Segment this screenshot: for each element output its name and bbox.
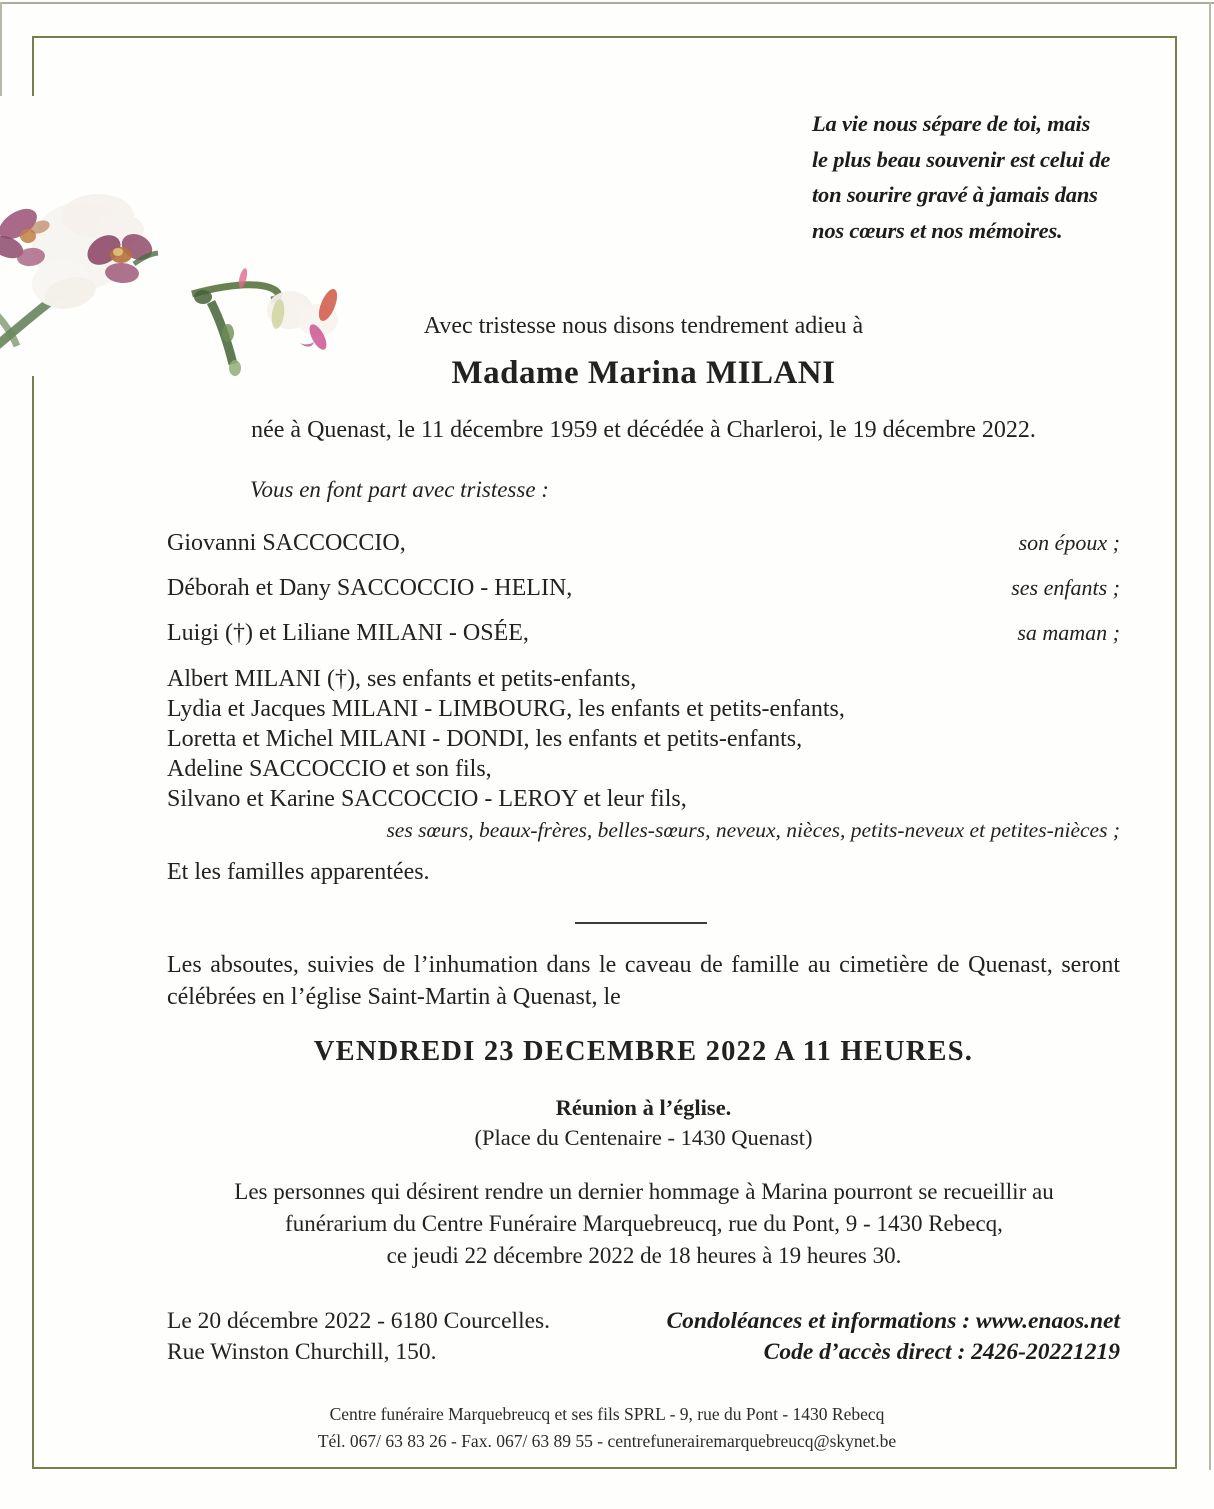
memorial-quote bbox=[812, 106, 1110, 248]
relative-relation: son époux ; bbox=[1018, 530, 1120, 555]
ceremony-paragraph: Les absoutes, suivies de l’inhumation dans le caveau de famille au cimetière de Quenast, seront célébrées en l’église Saint-Martin à Quenast, le bbox=[167, 952, 1120, 1010]
quote-line: nos cœurs et nos mémoires. bbox=[812, 217, 1063, 243]
extended-family-line: Albert MILANI (†), ses enfants et petits-enfants, bbox=[167, 666, 637, 692]
relative-row bbox=[167, 619, 1120, 647]
condolences-block bbox=[666, 1306, 1120, 1368]
life-dates: née à Quenast, le 11 décembre 1959 et décédée à Charleroi, le 19 décembre 2022. bbox=[251, 417, 1036, 443]
relative-names: Déborah et Dany SACCOCCIO - HELIN, bbox=[167, 575, 573, 601]
funeral-home-address: Centre funéraire Marquebreucq et ses fils SPRL - 9, rue du Pont - 1430 Rebecq bbox=[329, 1404, 885, 1424]
extended-family-line: Adeline SACCOCCIO et son fils, bbox=[167, 756, 492, 782]
extended-family-line: Loretta et Michel MILANI - DONDI, les enfants et petits-enfants, bbox=[167, 726, 803, 752]
deceased-name: Madame Marina MILANI bbox=[451, 355, 836, 391]
condolences-access-code: Code d’accès direct : 2426-20221219 bbox=[763, 1339, 1120, 1365]
relative-names: Luigi (†) et Liliane MILANI - OSÉE, bbox=[167, 620, 529, 646]
relative-row bbox=[167, 574, 1120, 602]
announcement-intro: Avec tristesse nous disons tendrement adieu à bbox=[423, 313, 864, 339]
visitation-line: funérarium du Centre Funéraire Marquebreucq, rue du Pont, 9 - 1430 Rebecq, bbox=[285, 1211, 1003, 1236]
quote-line: La vie nous sépare de toi, mais bbox=[812, 111, 1091, 136]
announcement-lead: Vous en font part avec tristesse : bbox=[250, 477, 549, 502]
relatives-list bbox=[167, 529, 1120, 647]
relative-relation: sa maman ; bbox=[1017, 620, 1120, 645]
quote-line: ton sourire gravé à jamais dans bbox=[812, 182, 1098, 207]
relative-names: Giovanni SACCOCCIO, bbox=[167, 530, 406, 556]
scan-edge-top bbox=[0, 2, 1214, 4]
issuer-and-condolences bbox=[167, 1306, 1120, 1368]
extended-family-relation: ses sœurs, beaux-frères, belles-sœurs, neveux, nièces, petits-neveux et petites-nièces ; bbox=[386, 818, 1120, 842]
extended-family-list bbox=[167, 664, 845, 814]
issuer-block bbox=[167, 1306, 550, 1368]
funeral-home-footer bbox=[100, 1401, 1114, 1455]
relative-row bbox=[167, 529, 1120, 557]
relative-relation: ses enfants ; bbox=[1011, 575, 1120, 600]
meeting-note: Réunion à l’église. bbox=[555, 1095, 732, 1120]
funeral-home-contacts: Tél. 067/ 63 83 26 - Fax. 067/ 63 89 55 - centrefunerairemarquebreucq@skynet.be bbox=[317, 1431, 897, 1451]
scan-edge-left bbox=[0, 2, 2, 104]
extended-family-line: Silvano et Karine SACCOCCIO - LEROY et leur fils, bbox=[167, 786, 687, 812]
visitation-line: Les personnes qui désirent rendre un dernier hommage à Marina pourront se recueillir au bbox=[234, 1179, 1054, 1204]
issuer-address: Rue Winston Churchill, 150. bbox=[167, 1339, 437, 1365]
issuer-date-place: Le 20 décembre 2022 - 6180 Courcelles. bbox=[167, 1308, 551, 1334]
section-divider bbox=[575, 922, 707, 924]
visitation-paragraph bbox=[130, 1176, 1158, 1272]
extended-family-line: Lydia et Jacques MILANI - LIMBOURG, les enfants et petits-enfants, bbox=[167, 696, 845, 722]
condolences-info: Condoléances et informations : www.enaos.net bbox=[666, 1308, 1120, 1334]
families-closing: Et les familles apparentées. bbox=[167, 859, 430, 885]
quote-line: le plus beau souvenir est celui de bbox=[812, 146, 1111, 172]
meeting-place: (Place du Centenaire - 1430 Quenast) bbox=[474, 1125, 813, 1150]
visitation-line: ce jeudi 22 décembre 2022 de 18 heures à 19 heures 30. bbox=[386, 1243, 902, 1268]
scan-edge-right bbox=[1209, 2, 1211, 1470]
ceremony-datetime: VENDREDI 23 DECEMBRE 2022 A 11 HEURES. bbox=[313, 1036, 974, 1067]
